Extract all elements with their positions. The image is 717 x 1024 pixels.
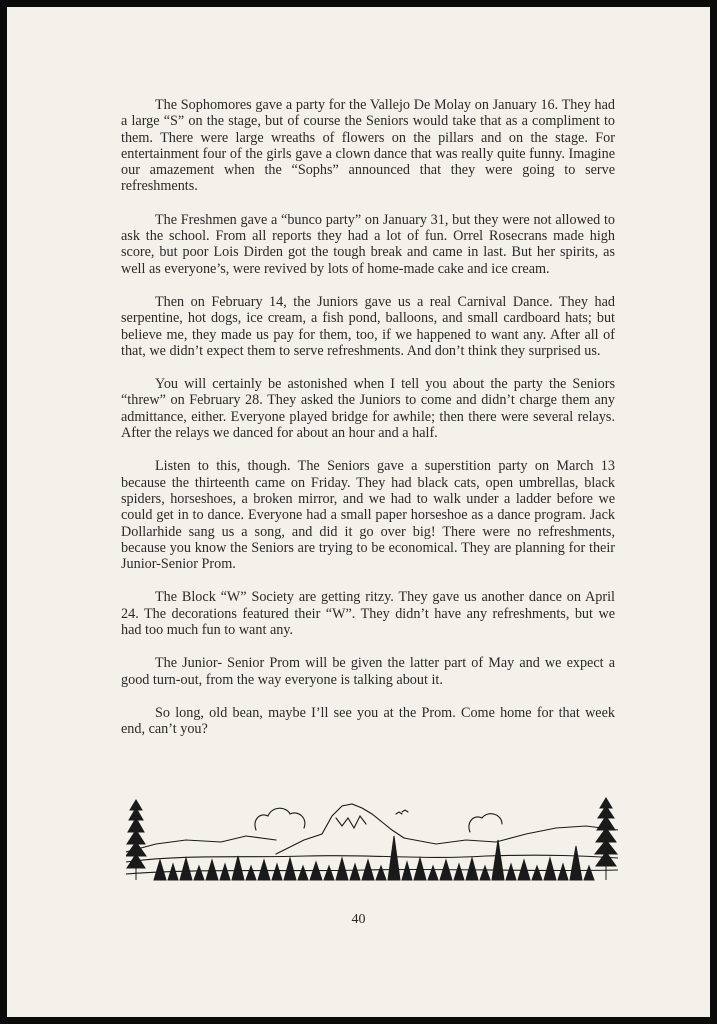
paragraph-sophomore-party: The Sophomores gave a party for the Vallejo De Molay on January 16. They had a large “S” on the stage, but of course the Seniors would take that as a compliment to them. There were large wreaths of flowers on the pillars and on the stage. For entertainment four of the girls gave a clown dance that was really quite funny. Imagine our amazement when the “Sophs” announced that they were going to serve refreshments. [121,97,615,195]
paragraph-closing: So long, old bean, maybe I’ll see you at the Prom. Come home for that week end, can’t you? [121,704,615,738]
paragraph-prom: The Junior- Senior Prom will be given the latter part of May and we expect a good turn-out, from the way everyone is talking about it. [121,655,615,688]
paragraph-junior-carnival: Then on February 14, the Juniors gave us a real Carnival Dance. They had serpentine, hot dogs, ice cream, a fish pond, balloons, and small cardboard hats; but believe me, they made us pay for them, too, if we happened to want any. After all of that, we didn’t expect them to serve refreshments. And don’t think they surprised us. [121,293,615,359]
document-page [7,7,710,1017]
paragraph-freshmen-bunco: The Freshmen gave a “bunco party” on January 31, but they were not allowed to ask the school. From all reports they had a lot of fun. Orrel Rosecrans made high score, but poor Lois Dirden got the tough break and came in last. But her spirits, as well as everyone’s, were revived by lots of home-made cake and ice cream. [121,211,615,277]
landscape-illustration [126,796,618,881]
paragraph-senior-party: You will certainly be astonished when I tell you about the party the Seniors “threw” on February 28. They asked the Juniors to come and didn’t charge them any admittance, either. Everyone played bridge for awhile; then there were several relays. After the relays we danced for about an hour and a half. [121,376,615,442]
paragraph-superstition-party: Listen to this, though. The Seniors gave a superstition party on March 13 because the thirteenth came on Friday. They had black cats, open umbrellas, black spiders, horseshoes, a broken mirror, and we had to walk under a ladder before we could get in to dance. Everyone had a small paper horseshoe as a dance program. Jack Dollarhide sang us a song, and did it go over big! There were no refreshments, because you know the Seniors are trying to be economical. They are planning for their Junior-Senior Prom. [121,458,615,573]
page-number: 40 [351,912,366,927]
paragraph-block-w: The Block “W” Society are getting ritzy. They gave us another dance on April 24. The decorations featured their “W”. They didn’t have any refreshments, but we had too much fun to want any. [121,589,615,639]
body-text [121,97,615,755]
